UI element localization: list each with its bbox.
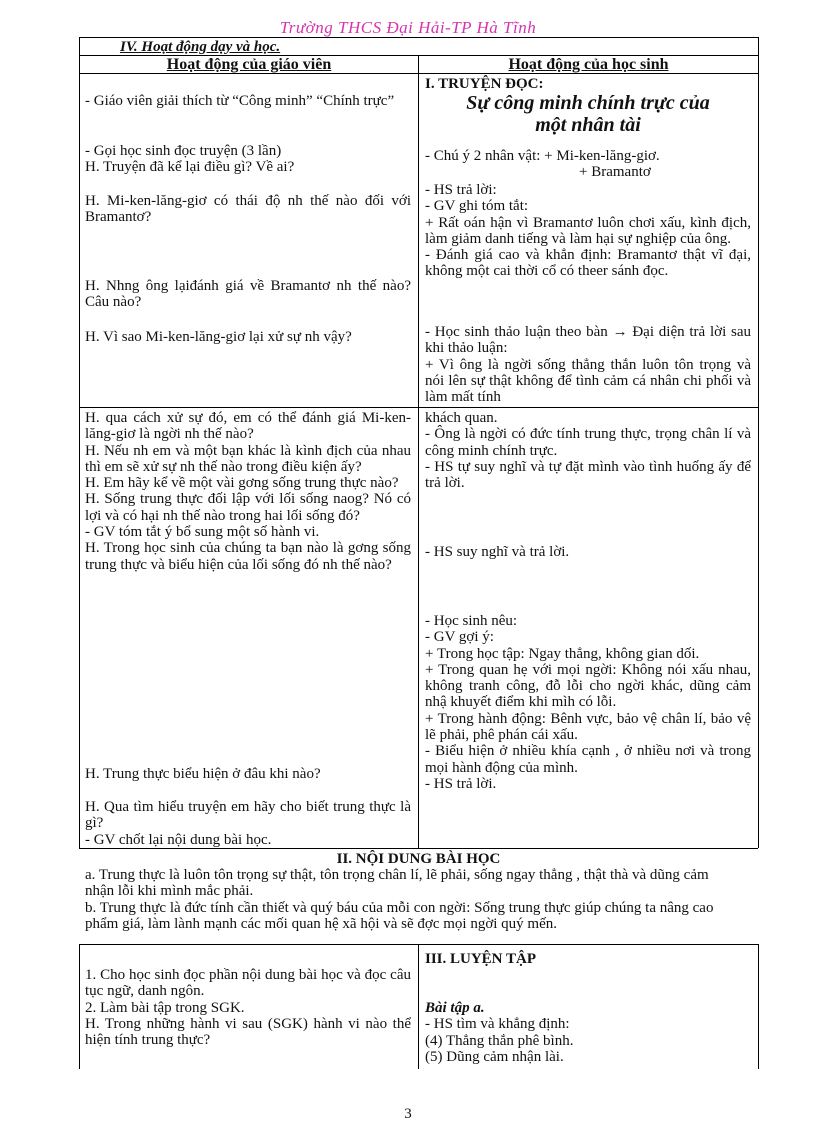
row1-student-cell (425, 324, 751, 407)
page-number: 3 (404, 1106, 412, 1122)
student-answer: - HS tự suy nghĩ và tự đặt mình vào tình huống ấy để trả lời. (425, 458, 751, 492)
table-row-divider (79, 848, 758, 849)
teacher-question: H. Trong những hành vi sau (SGK) hành vi nào thể hiện tính trung thực? (85, 1015, 411, 1049)
story-title: một nhân tài (535, 114, 641, 137)
student-answer: - HS suy nghĩ và trả lời. (425, 544, 570, 560)
arrow-right-icon: → (612, 324, 628, 340)
student-answer: + Trong hành động: Bênh vực, bảo vệ chân lí, bảo vệ lẽ phải, phê phán cái xấu. (425, 710, 751, 744)
lesson-point-a: a. Trung thực là luôn tôn trọng sự thật, tôn trọng chân lí, lẽ phải, sống ngay thẳng , thật thà và dũng cảm nhận lỗi khi mình mắc phải. (85, 867, 709, 900)
section-iv-title: IV. Hoạt động dạy và học. (120, 39, 281, 55)
col-header-student: Hoạt động của học sinh (508, 56, 669, 73)
row1-teacher-cell (85, 329, 411, 345)
row2-teacher-cell (85, 410, 411, 573)
section-ii-title: II. NỘI DUNG BÀI HỌC (336, 851, 501, 867)
table-column-divider (418, 55, 419, 848)
table-left-border (79, 37, 80, 848)
row1-teacher-cell (85, 143, 411, 176)
table-right-border (758, 944, 759, 1069)
teacher-question: H. Mi-ken-lăng-giơ có thái độ nh thế nào đối với Bramantơ? (85, 193, 411, 226)
story-title: Sự công minh chính trực của (466, 92, 710, 115)
student-answer: (5) Dũng cảm nhận lài. (425, 1048, 564, 1065)
student-answer: + Trong học tập: Ngay thẳng, không gian dối. (425, 645, 700, 662)
exercise-title: Bài tập a. (425, 1000, 485, 1016)
row2-teacher-cell (85, 799, 411, 848)
teacher-question: H. qua cách xử sự đó, em có thể đánh giá Mi-ken-lăng-giơ là ngời nh thế nào? (85, 410, 411, 443)
student-answer: (4) Thẳng thắn phê bình. (425, 1032, 574, 1049)
student-answer: - Ông là ngời có đức tính trung thực, trọng chân lí và công minh chính trực. (425, 426, 751, 459)
teacher-question: H. Truyện đã kể lại điều gì? Về ai? (85, 159, 295, 176)
student-answer: khách quan. (425, 410, 498, 426)
student-answer: + Trong quan hẹ với mọi ngời: Không nói xấu nhau, không tranh công, đỗ lỗi cho ngời khác, dũng cảm nhậ khuyết điểm khi mìh có lỗi. (425, 661, 751, 711)
student-answer: + Vì ông là ngời sống thẳng thắn luôn tôn trọng và nói lên sự thật không để tình cảm cá nhân chi phối và làm mất tính (425, 356, 751, 406)
student-answer: + Rất oán hận vì Bramantơ luôn chơi xấu, kình địch, làm giảm danh tiếng và làm hại sự nghiệp của ông. (425, 214, 751, 247)
row1-teacher-cell (85, 193, 411, 226)
student-answer-text: Đại diện trả lời sau khi thảo luận: (425, 324, 751, 357)
row3-student-cell (425, 951, 751, 967)
teacher-question: H. Nếu nh em và một bạn khác là kình địch của nhau thì em sẽ xử sự nh thế nào trong điều kiện ấy? (85, 442, 411, 475)
teacher-activity: - Gọi học sinh đọc truyện (3 lần) (85, 143, 282, 159)
table-column-divider (418, 944, 419, 1069)
student-answer (425, 324, 751, 357)
teacher-activity: 2. Làm bài tập trong SGK. (85, 999, 245, 1016)
row1-student-cell (425, 182, 751, 280)
table-right-border (758, 37, 759, 848)
teacher-question: H. Sống trung thực đối lập với lối sống naog? Nó có lợi và có hại nh thế nào trong hai lối sống đó? (85, 491, 411, 524)
teacher-question: H. Qua tìm hiểu truyện em hãy cho biết trung thực là gì? (85, 799, 411, 832)
student-answer: - Chú ý 2 nhân vật: + Mi-ken-lăng-giơ. (425, 148, 660, 164)
table-left-border (79, 944, 80, 1069)
student-answer: - HS trả lời: (425, 182, 497, 198)
student-answer: - GV gợi ý: (425, 629, 494, 646)
row2-student-cell (425, 613, 751, 792)
teacher-question: H. Em hãy kể về một vài gơng sống trung thực nào? (85, 475, 399, 492)
table-top-border (79, 37, 758, 38)
student-answer: - Đánh giá cao và khẳn định: Bramantơ thật vĩ đại, không một cai thời cổ có theer sánh đọc. (425, 247, 751, 280)
col-header-teacher: Hoạt động của giáo viên (166, 56, 332, 73)
student-answer: - HS tìm và khẳng định: (425, 1016, 570, 1033)
row1-student-cell (425, 76, 751, 136)
student-answer: - HS trả lời. (425, 775, 497, 792)
student-answer: + Bramantơ (579, 164, 651, 181)
student-answer: - Học sinh nêu: (425, 613, 518, 629)
teacher-activity: 1. Cho học sinh đọc phần nội dung bài học và đọc câu tục ngữ, danh ngôn. (85, 967, 411, 1000)
row2-teacher-cell (85, 766, 411, 782)
section-iii-title: III. LUYỆN TẬP (425, 951, 536, 967)
row3-student-cell (425, 1000, 751, 1065)
school-header: Trường THCS Đại Hải-TP Hà Tĩnh (279, 18, 537, 37)
row2-student-cell (425, 544, 751, 560)
row2-student-cell (425, 410, 751, 491)
teacher-question: H. Vì sao Mi-ken-lăng-giơ lại xử sự nh vậy? (85, 329, 352, 345)
teacher-question: H. Nhng ông lạiđánh giá về Bramantơ nh thế nào? Câu nào? (85, 278, 411, 311)
student-answer: - GV ghi tóm tắt: (425, 198, 529, 215)
teacher-question: H. Trong học sinh của chúng ta bạn nào là gơng sống trung thực và biểu hiện của lối sống đó nh thế nào? (85, 540, 411, 573)
teacher-activity: - GV tóm tắt ý bổ sung một số hành vi. (85, 524, 320, 541)
row1-teacher-cell (85, 278, 411, 311)
row3-teacher-cell (85, 967, 411, 1048)
section-ii-content (85, 867, 725, 932)
student-answer: - Biểu hiện ở nhiều khía cạnh , ở nhiều nơi và trong mọi hành động của mình. (425, 743, 751, 776)
student-answer-text: - Học sinh thảo luận theo bàn (425, 324, 608, 340)
section-i-title: I. TRUYỆN ĐỌC: (425, 76, 544, 92)
row1-student-cell (425, 148, 751, 181)
teacher-question: H. Trung thực biểu hiện ở đâu khi nào? (85, 766, 321, 782)
teacher-activity: - Giáo viên giải thích từ “Công minh” “Chính trực” (85, 93, 395, 109)
lesson-point-b: b. Trung thực là đức tính cần thiết và quý báu của mỗi con ngời: Sống trung thực giúp chúng ta nâng cao phẩm giá, làm lành mạnh các mối quan hệ xã hội và sẽ đợc mọi ngời quý mến. (85, 899, 714, 932)
row1-teacher-cell (85, 93, 411, 109)
teacher-activity: - GV chốt lại nội dung bài học. (85, 831, 272, 848)
